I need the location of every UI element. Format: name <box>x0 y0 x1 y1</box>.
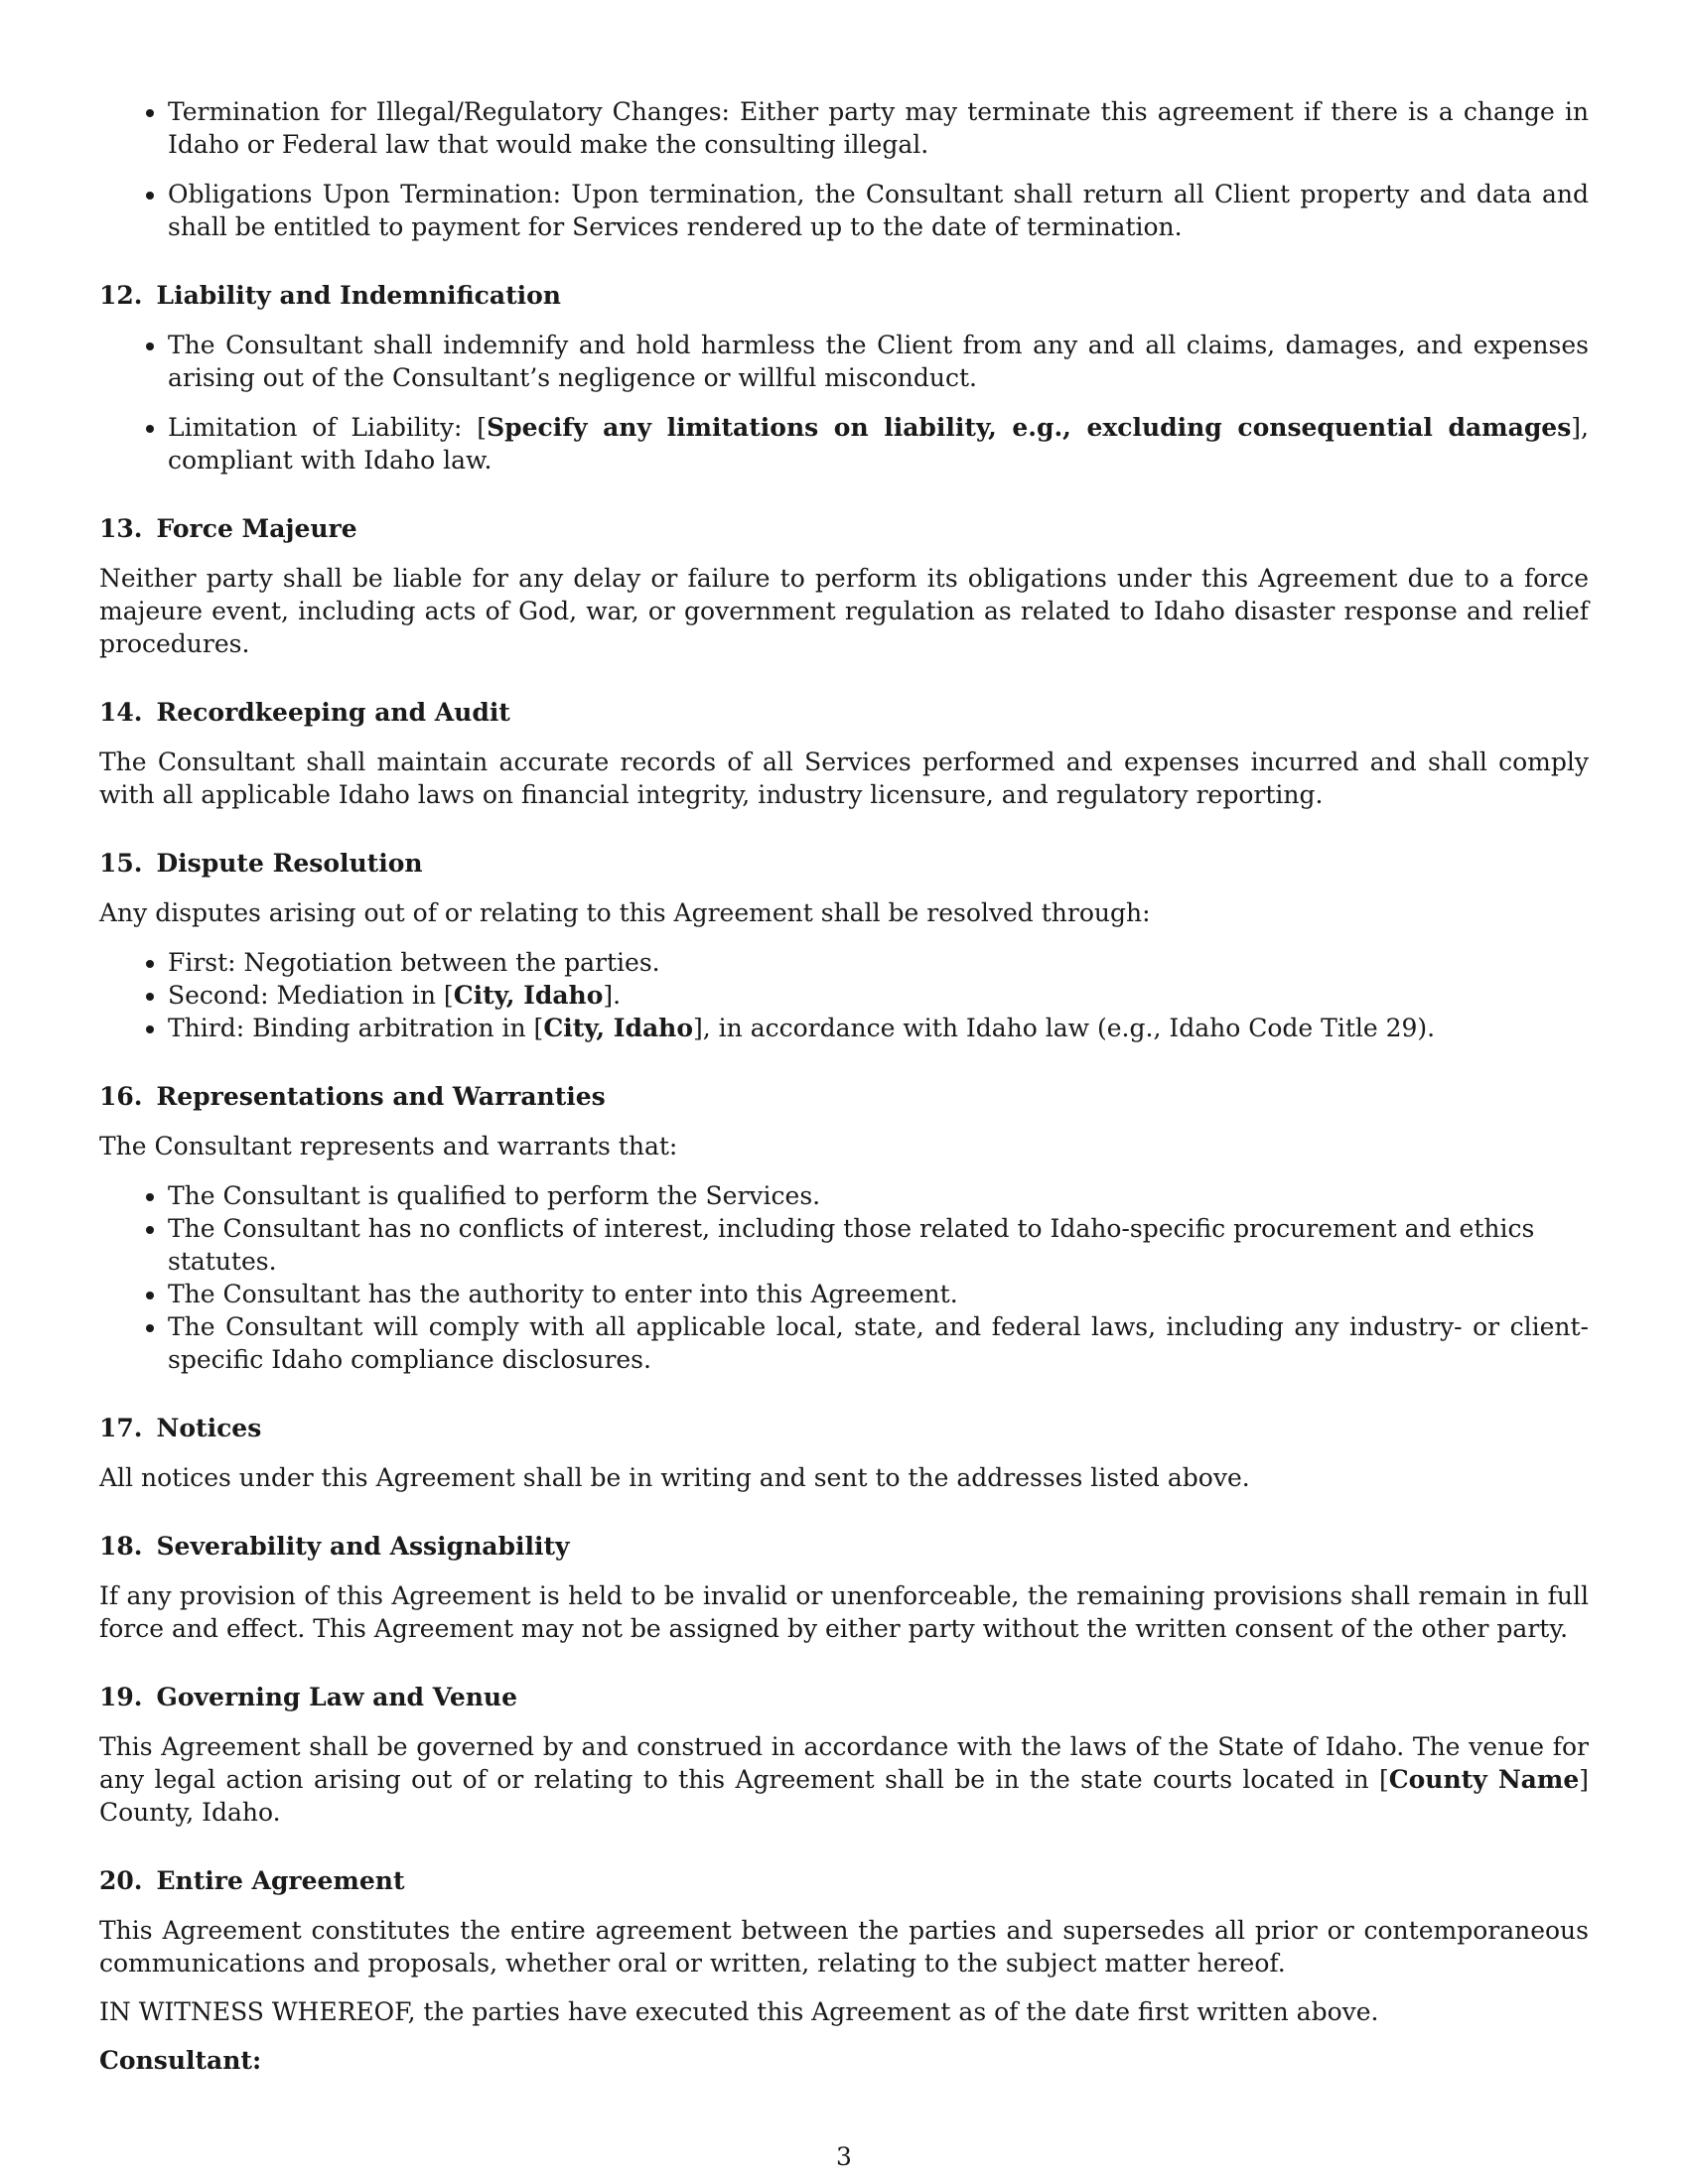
warranties-intro-paragraph: The Consultant represents and warrants that: <box>99 1132 678 1160</box>
page-content <box>99 95 1589 2077</box>
county-name-placeholder: County Name <box>1388 1765 1580 1794</box>
liability-bullet-list <box>99 329 1589 477</box>
section-20-heading <box>99 1864 1589 1897</box>
dispute-steps-list <box>99 946 1589 1044</box>
termination-bullet-list <box>99 95 1589 243</box>
section-number: 13. <box>99 514 143 543</box>
section-title: Governing Law and Venue <box>156 1683 517 1711</box>
section-15-heading <box>99 847 1589 880</box>
section-18-heading <box>99 1530 1589 1563</box>
recordkeeping-paragraph: The Consultant shall maintain accurate records of all Services performed and expenses incurred and shall comply with all applicable Idaho laws on financial integrity, industry licensure, and regulatory reporting. <box>99 748 1589 809</box>
termination-obligations-item: • Obligations Upon Termination: Upon termination, the Consultant shall return all Client property and data and shall be entitled to payment for Services rendered up to the date of termination. <box>168 178 1589 243</box>
consultant-signature-label: Consultant: <box>99 2046 262 2075</box>
section-number: 16. <box>99 1082 143 1111</box>
force-majeure-paragraph: Neither party shall be liable for any delay or failure to perform its obligations under this Agreement due to a force majeure event, including acts of God, war, or government regulation as related to Idaho disaster response and relief procedures. <box>99 564 1589 658</box>
dispute-step-arbitration <box>168 1012 1589 1044</box>
page-number: 3 <box>836 2142 852 2171</box>
notices-paragraph: All notices under this Agreement shall be in writing and sent to the addresses listed above. <box>99 1463 1250 1492</box>
section-title: Dispute Resolution <box>156 849 423 878</box>
warranty-item: • The Consultant has the authority to enter into this Agreement. <box>168 1278 1589 1310</box>
dispute-step-mediation <box>168 979 1589 1012</box>
warranty-item: • The Consultant is qualified to perform the Services. <box>168 1179 1589 1212</box>
dispute-step-negotiation: • First: Negotiation between the parties. <box>168 946 1589 979</box>
section-12-heading <box>99 279 1589 312</box>
mediation-text-pre: Second: Mediation in [ <box>168 981 454 1010</box>
section-number: 15. <box>99 849 143 878</box>
governing-law-text-pre: This Agreement shall be governed by and construed in accordance with the laws of the State of Idaho. The venue for any legal action arising out of or relating to this Agreement shall be in the state courts located in [ <box>99 1732 1589 1794</box>
section-number: 17. <box>99 1414 143 1442</box>
section-title: Severability and Assignability <box>156 1532 570 1561</box>
section-17-heading <box>99 1412 1589 1444</box>
section-title: Entire Agreement <box>156 1866 405 1895</box>
mediation-text-post: ]. <box>603 981 622 1010</box>
section-14-heading <box>99 696 1589 729</box>
limitation-text-pre: Limitation of Liability: [ <box>168 413 488 442</box>
entire-agreement-paragraph: This Agreement constitutes the entire agreement between the parties and supersedes all prior or contemporaneous communications and proposals, whether oral or written, relating to the subject matter hereof. <box>99 1916 1589 1978</box>
warranty-item: • The Consultant will comply with all applicable local, state, and federal laws, including any industry- or client-specific Idaho compliance disclosures. <box>168 1310 1589 1376</box>
arbitration-text-post: ], in accordance with Idaho law (e.g., Idaho Code Title 29). <box>693 1014 1436 1042</box>
section-number: 18. <box>99 1532 143 1561</box>
dispute-intro-paragraph: Any disputes arising out of or relating to this Agreement shall be resolved through: <box>99 898 1151 927</box>
section-title: Recordkeeping and Audit <box>156 698 510 727</box>
mediation-city-placeholder: City, Idaho <box>453 981 604 1010</box>
arbitration-city-placeholder: City, Idaho <box>543 1014 694 1042</box>
section-13-heading <box>99 512 1589 545</box>
warranties-list <box>99 1179 1589 1376</box>
section-number: 14. <box>99 698 143 727</box>
termination-illegal-changes-item: • Termination for Illegal/Regulatory Changes: Either party may terminate this agreement if there is a change in Idaho or Federal law that would make the consulting illegal. <box>168 95 1589 161</box>
limitation-text-post: ], compliant with Idaho law. <box>168 413 1589 475</box>
governing-law-text-post: ] County, Idaho. <box>99 1765 1589 1827</box>
section-title: Liability and Indemnification <box>156 281 561 310</box>
section-16-heading <box>99 1080 1589 1113</box>
section-number: 19. <box>99 1683 143 1711</box>
severability-paragraph: If any provision of this Agreement is held to be invalid or unenforceable, the remaining provisions shall remain in full force and effect. This Agreement may not be assigned by either party without the written consent of the other party. <box>99 1581 1589 1643</box>
section-title: Force Majeure <box>156 514 357 543</box>
section-number: 20. <box>99 1866 143 1895</box>
section-title: Representations and Warranties <box>156 1082 606 1111</box>
warranty-item: • The Consultant has no conflicts of interest, including those related to Idaho-specific procurement and ethics statutes. <box>168 1212 1589 1278</box>
section-number: 12. <box>99 281 143 310</box>
governing-law-paragraph <box>99 1730 1589 1829</box>
indemnification-item: • The Consultant shall indemnify and hold harmless the Client from any and all claims, damages, and expenses arising out of the Consultant’s negligence or willful misconduct. <box>168 329 1589 394</box>
limitation-placeholder: Specify any limitations on liability, e.g., excluding consequential damages <box>487 413 1572 442</box>
arbitration-text-pre: Third: Binding arbitration in [ <box>168 1014 544 1042</box>
section-19-heading <box>99 1681 1589 1713</box>
section-title: Notices <box>156 1414 262 1442</box>
witness-paragraph: IN WITNESS WHEREOF, the parties have executed this Agreement as of the date first written above. <box>99 1997 1379 2026</box>
limitation-of-liability-item <box>168 411 1589 477</box>
